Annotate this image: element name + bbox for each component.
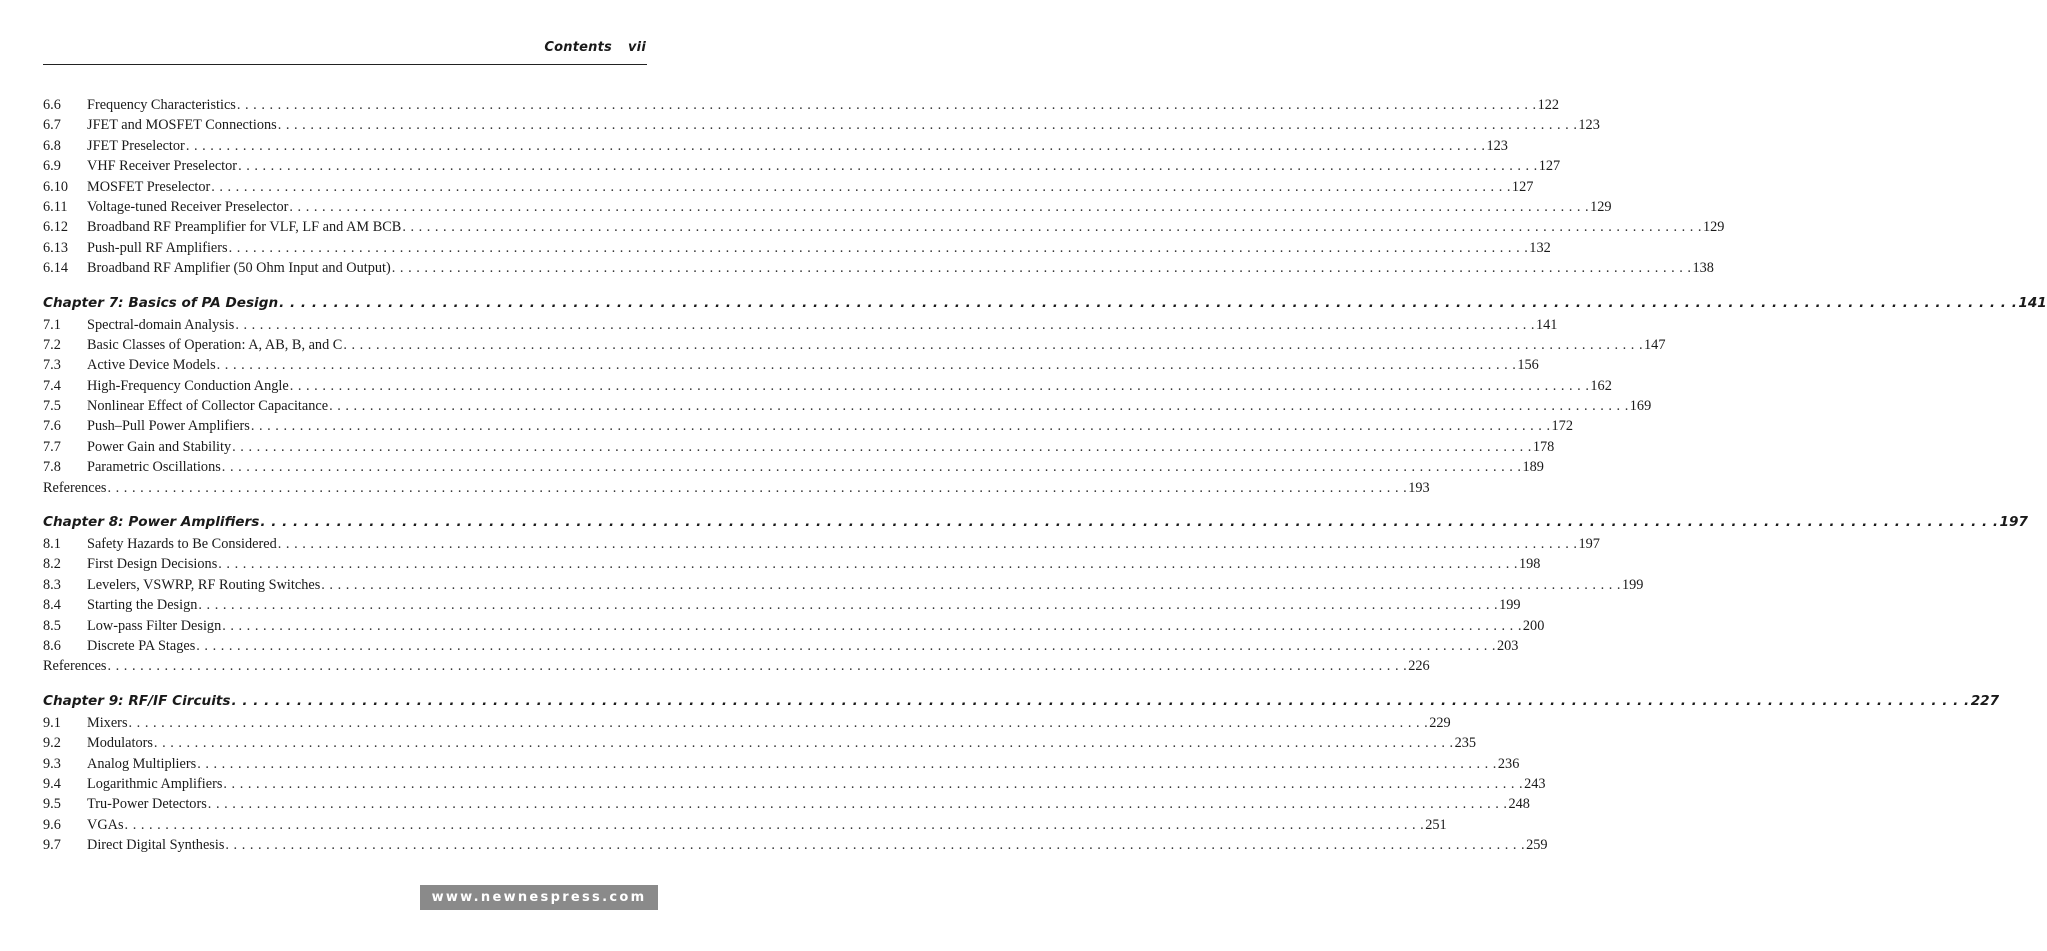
toc-entry [43, 376, 1612, 396]
leader-dots: . . . . . . . . . . . . . . . . . . . . . . . . . . . . . . . . . . . . . . . . . . . . . . . . . . . . . . . . . . . . . . . . . . . . . . . . . . . . . . . . . . . . . . . . . . . . . . . . . . . . . . . . . . . . . . . . . . . . . . . . . . . . . . . . . . . . . . . . . . . . . . . . . . . . . . . . . . . . . . . . [107, 479, 1408, 496]
section-number: 8.2 [43, 556, 61, 573]
leader-dots: . . . . . . . . . . . . . . . . . . . . . . . . . . . . . . . . . . . . . . . . . . . . . . . . . . . . . . . . . . . . . . . . . . . . . . . . . . . . . . . . . . . . . . . . . . . . . . . . . . . . . . . . . . . . . . . . . . . . . . . . . . . . . . . . . . . . . . . . . . . . . . . . . . . . . . . . . . . . . . . . [225, 837, 1526, 854]
toc-entry [43, 457, 1544, 477]
section-number: 6.12 [43, 219, 69, 236]
section-title: Nonlinear Effect of Collector Capacitance [87, 398, 329, 415]
section-title: Modulators [87, 735, 153, 752]
page-number: 200 [1522, 617, 1545, 634]
toc-entry [43, 835, 1548, 855]
section-title: Power Gain and Stability [87, 438, 232, 455]
toc-entry [43, 238, 1551, 258]
page-number: 193 [1408, 479, 1430, 496]
section-number: 9.5 [43, 796, 61, 813]
leader-dots: . . . . . . . . . . . . . . . . . . . . . . . . . . . . . . . . . . . . . . . . . . . . . . . . . . . . . . . . . . . . . . . . . . . . . . . . . . . . . . . . . . . . . . . . . . . . . . . . . . . . . . . . . . . . . . . . . . . . . . . . . . . . . . . . . . . . . . . . . . . . . . . . . . . . . . . . . . . . . . . . [185, 137, 1486, 154]
section-title: Voltage-tuned Receiver Preselector [87, 198, 289, 215]
toc-entry [43, 258, 1714, 278]
leader-dots: . . . . . . . . . . . . . . . . . . . . . . . . . . . . . . . . . . . . . . . . . . . . . . . . . . . . . . . . . . . . . . . . . . . . . . . . . . . . . . . . . . . . . . . . . . . . . . . . . . . . . . . . . . . . . . . . . . . . . . . . . . . . . . . . . . . . . . . . . . . . . . . . . . . . . . . . . . . . . . . . [216, 357, 1517, 374]
leader-dots: . . . . . . . . . . . . . . . . . . . . . . . . . . . . . . . . . . . . . . . . . . . . . . . . . . . . . . . . . . . . . . . . . . . . . . . . . . . . . . . . . . . . . . . . . . . . . . . . . . . . . . . . . . . . . . . . . . . . . . . . . . . . . . . . . . . . . . . . . . . . . . . . . . . . . . . . . . . . . . . . [329, 398, 1629, 415]
section-number: 6.11 [43, 198, 68, 215]
leader-dots: . . . . . . . . . . . . . . . . . . . . . . . . . . . . . . . . . . . . . . . . . . . . . . . . . . . . . . . . . . . . . . . . . . . . . . . . . . . . . . . . . . . . . . . . . . . . . . . . . . . . . . . . . . . . . . . . . . . . . . . . . . . . . . . . . . . . . . . . . . . . . . . . . . . . . . . . . . . . . . . . [124, 816, 1425, 833]
page-number: 203 [1496, 637, 1519, 654]
toc-entry [43, 554, 1541, 574]
running-head [544, 40, 646, 55]
page-number: 199 [1621, 576, 1644, 593]
leader-dots: . . . . . . . . . . . . . . . . . . . . . . . . . . . . . . . . . . . . . . . . . . . . . . . . . . . . . . . . . . . . . . . . . . . . . . . . . . . . . . . . . . . . . . . . . . . . . . . . . . . . . . . . . . . . . . . . . . . . . . . . . . . . . . . . . . . . . . . . . . . . . . . . . . . . . . . . . . . . . . . . [228, 239, 1529, 256]
section-number: 7.8 [43, 459, 61, 476]
page-number: 162 [1590, 377, 1612, 394]
section-number: 6.14 [43, 260, 69, 277]
leader-dots: . . . . . . . . . . . . . . . . . . . . . . . . . . . . . . . . . . . . . . . . . . . . . . . . . . . . . . . . . . . . . . . . . . . . . . . . . . . . . . . . . . . . . . . . . . . . . . . . . . . . . . . . . . . . . . . . . . . . . . . . . . . . . . . . . . . . . . . . . . . . . . . . . . . . . . . . . . . . . . . . [236, 97, 1537, 113]
page-number: 169 [1629, 398, 1652, 415]
page-number: 235 [1454, 735, 1477, 752]
section-number: 8.3 [43, 576, 61, 593]
leader-dots: . . . . . . . . . . . . . . . . . . . . . . . . . . . . . . . . . . . . . . . . . . . . . . . . . . . . . . . . . . . . . . . . . . . . . . . . . . . . . . . . . . . . . . . . . . . . . . . . . . . . . . . . . . . . . . . . . . . . . . . . . . . . . . . . . . . . . . . . . . . . . . . . . . . . . . . . . . . . . . . . [235, 316, 1535, 333]
section-number: 6.10 [43, 178, 69, 195]
page-number: 251 [1425, 816, 1447, 833]
toc-entry [43, 95, 1560, 115]
chapter-title: Chapter 7: Basics of PA Design [43, 294, 279, 311]
page-number: 178 [1532, 438, 1555, 455]
page-number: 243 [1524, 775, 1546, 792]
toc-entry [43, 733, 1477, 753]
leader-dots: . . . . . . . . . . . . . . . . . . . . . . . . . . . . . . . . . . . . . . . . . . . . . . . . . . . . . . . . . . . . . . . . . . . . . . . . . . . . . . . . . . . . . . . . . . . . . . . . . . . . . . . . . . . . . . . . . . . . . . . . . . . . . . . . . . . . . . . . . . . . . . . . . . . . . . . . . . . . . . . . [289, 377, 1590, 394]
leader-dots: . . . . . . . . . . . . . . . . . . . . . . . . . . . . . . . . . . . . . . . . . . . . . . . . . . . . . . . . . . . . . . . . . . . . . . . . . . . . . . . . . . . . . . . . . . . . . . . . . . . . . . . . . . . . . . . . . . . . . . . . . . . . . . . . . . . . . . . . . . . . . . . . . . . . . . . . . . . . . . . . [107, 658, 1408, 675]
page-number: 141 [1536, 316, 1558, 333]
section-title: Push-pull RF Amplifiers [87, 239, 228, 256]
page-number: 226 [1408, 658, 1430, 675]
page-number: 156 [1517, 357, 1539, 374]
page-folio: vii [628, 40, 646, 55]
chapter-heading [43, 510, 2028, 534]
section-number: 9.3 [43, 755, 61, 772]
page-number: 229 [1429, 714, 1451, 731]
leader-dots: . . . . . . . . . . . . . . . . . . . . . . . . . . . . . . . . . . . . . . . . . . . . . . . . . . . . . . . . . . . . . . . . . . . . . . . . . . . . . . . . . . . . . . . . . . . . . . . . . . . . . . . . . . . . . . . . . . . . . . . . . . . . . . . . . . . . . . . . . . . . . . . . . . . . . . . . . . . . . . . . [128, 714, 1429, 731]
section-number: 9.1 [43, 714, 61, 731]
toc-entry [43, 416, 1573, 436]
section-title: Push–Pull Power Amplifiers [87, 418, 250, 435]
page-number: 127 [1538, 158, 1561, 175]
section-title: Low-pass Filter Design [87, 617, 222, 634]
toc-entry [43, 136, 1508, 156]
leader-dots: . . . . . . . . . . . . . . . . . . . . . . . . . . . . . . . . . . . . . . . . . . . . . . . . . . . . . . . . . . . . . . . . . . . . . . . . . . . . . . . . . . . . . . . . . . . . . . . . . . . . . . . . . . . . . . . . . . . . . . . . . . . . . . . . . . . . . . . . . . . . . . . . . . . . . . . . . . . . . . . . [391, 260, 1692, 277]
section-title: Contents [544, 40, 612, 55]
section-number: 7.2 [43, 336, 61, 353]
page-number: 129 [1703, 219, 1725, 236]
section-number: 9.6 [43, 816, 61, 833]
section-title: Logarithmic Amplifiers [87, 775, 223, 792]
leader-dots: . . . . . . . . . . . . . . . . . . . . . . . . . . . . . . . . . . . . . . . . . . . . . . . . . . . . . . . . . . . . . . . . . . . . . . . . . . . . . . . . . . . . . . . . . . . . . . . . . . . . . . . . . . . . . . . . . . . . . . . . . . . . . . . . . . . . . . . . . . . . . . . . . . . . . . . . . . . . . . . . [232, 438, 1532, 455]
leader-dots: . . . . . . . . . . . . . . . . . . . . . . . . . . . . . . . . . . . . . . . . . . . . . . . . . . . . . . . . . . . . . . . . . . . . . . . . . . . . . . . . . . . . . . . . . . . . . . . . . . . . . . . . . . . . . . . . . . . . . . . . . . . . . . . . . . . . . . . . . . . . . . . . . . . . . . . . . . . . . . . . [277, 117, 1578, 134]
leader-dots: . . . . . . . . . . . . . . . . . . . . . . . . . . . . . . . . . . . . . . . . . . . . . . . . . . . . . . . . . . . . . . . . . . . . . . . . . . . . . . . . . . . . . . . . . . . . . . . . . . . . . . . . . . . . . . . . . . . . . . . . . . . . . . . . . . . . . . . . . . . . . . . . . . . . . . . . . . . . . . . . [277, 536, 1578, 553]
section-number: 6.9 [43, 158, 61, 175]
page-number: 189 [1522, 459, 1544, 476]
page-number: 122 [1537, 97, 1560, 113]
page-number: 132 [1529, 239, 1551, 256]
page-number: 129 [1590, 198, 1612, 215]
toc-entry [43, 396, 1652, 416]
leader-dots: . . . . . . . . . . . . . . . . . . . . . . . . . . . . . . . . . . . . . . . . . . . . . . . . . . . . . . . . . . . . . . . . . . . . . . . . . . . . . . . . . . . . . . . . . . . . . . . . . . . . . . . . . . . . . . . . . . . . . . . . . . . . . . . . . . . . . . . . . . . . . . . . . . . . . . . . . . . . . . . . [343, 336, 1644, 353]
toc-entry [43, 713, 1451, 733]
page-number: 123 [1486, 137, 1508, 154]
toc-entry [43, 616, 1545, 636]
section-title: Basic Classes of Operation: A, AB, B, and C [87, 336, 343, 353]
section-number: 7.3 [43, 357, 61, 374]
leader-dots: . . . . . . . . . . . . . . . . . . . . . . . . . . . . . . . . . . . . . . . . . . . . . . . . . . . . . . . . . . . . . . . . . . . . . . . . . . . . . . . . . . . . . . . . . . . . . . . . . . . . . . . . . . . . . . . . . . . . . . . . . . . . . . . . . . . . . . . . . . . . . . . . . . . . . . . . . . . . . . . . [223, 775, 1524, 792]
section-title: Frequency Characteristics [87, 97, 236, 113]
section-number: 7.4 [43, 377, 61, 394]
section-title: Direct Digital Synthesis [87, 837, 225, 854]
references-entry [43, 656, 1430, 676]
chapter-page: 197 [1999, 514, 2028, 531]
leader-dots: . . . . . . . . . . . . . . . . . . . . . . . . . . . . . . . . . . . . . . . . . . . . . . . . . . . . . . . . . . . . . . . . . . . . . . . . . . . . . . . . . . . . . . . . . . . . . . . . . . . . . . . . . . . . . . . . . . . . . . . . . . . . . . . . . . . . . . . . . . . . . . . . . . . . . . . . . . . . . . . . [222, 617, 1522, 634]
section-title: Levelers, VSWRP, RF Routing Switches [87, 576, 321, 593]
page-number: 172 [1551, 418, 1573, 435]
references-entry [43, 478, 1430, 498]
leader-dots: . . . . . . . . . . . . . . . . . . . . . . . . . . . . . . . . . . . . . . . . . . . . . . . . . . . . . . . . . . . . . . . . . . . . . . . . . . . . . . . . . . . . . . . . . . . . . . . . . . . . . . . . . . . . . . . . . . . . . . . . . . . . . . . . . . . . . . . . . . . . . . . . . . . . . . . . . . . . . . . . [153, 735, 1454, 752]
page-number: 123 [1578, 117, 1600, 134]
section-title: Broadband RF Amplifier (50 Ohm Input and Output) [87, 260, 391, 277]
section-title: Active Device Models [87, 357, 216, 374]
toc-entry [43, 217, 1725, 237]
toc-entry [43, 794, 1530, 814]
section-number: 7.1 [43, 316, 61, 333]
section-number: 8.4 [43, 597, 61, 614]
chapter-heading [43, 689, 2000, 713]
table-of-contents [43, 95, 2047, 856]
chapter-title: Chapter 8: Power Amplifiers [43, 514, 260, 531]
toc-entry [43, 156, 1561, 176]
section-title: References [43, 658, 107, 675]
publisher-url: www.newnespress.com [431, 890, 647, 905]
toc-entry [43, 534, 1600, 554]
section-title: JFET and MOSFET Connections [87, 117, 277, 134]
toc-entry [43, 355, 1539, 375]
leader-dots: . . . . . . . . . . . . . . . . . . . . . . . . . . . . . . . . . . . . . . . . . . . . . . . . . . . . . . . . . . . . . . . . . . . . . . . . . . . . . . . . . . . . . . . . . . . . . . . . . . . . . . . . . . . . . . . . . . . . . . . . . . . . . . . . . . . . . . . . . . . . . . . . . . . . . . . . . . . . . . . . [402, 219, 1702, 236]
leader-dots: . . . . . . . . . . . . . . . . . . . . . . . . . . . . . . . . . . . . . . . . . . . . . . . . . . . . . . . . . . . . . . . . . . . . . . . . . . . . . . . . . . . . . . . . . . . . . . . . . . . . . . . . . . . . . . . . . . . . . . . . . . . . . . . . . . . . . . . . . . . . . . . . . . . . . . . . . . . . . . . . [218, 556, 1518, 573]
section-number: 7.7 [43, 438, 61, 455]
toc-entry [43, 177, 1534, 197]
section-title: MOSFET Preselector [87, 178, 211, 195]
section-title: Starting the Design [87, 597, 198, 614]
toc-entry [43, 636, 1519, 656]
toc-entry [43, 815, 1447, 835]
leader-dots: . . . . . . . . . . . . . . . . . . . . . . . . . . . . . . . . . . . . . . . . . . . . . . . . . . . . . . . . . . . . . . . . . . . . . . . . . . . . . . . . . . . . . . . . . . . . . . . . . . . . . . . . . . . . . . . . . . . . . . . . . . . . . . . . . . . . . . . . . . . . . . . . . . . . . . . . . . . . . . . . [221, 459, 1522, 476]
page-number: 197 [1578, 536, 1600, 553]
page-number: 259 [1526, 837, 1548, 854]
section-title: JFET Preselector [87, 137, 185, 154]
page-number: 138 [1692, 260, 1714, 277]
section-title: Tru-Power Detectors [87, 796, 207, 813]
section-number: 6.8 [43, 137, 61, 154]
section-title: High-Frequency Conduction Angle [87, 377, 289, 394]
section-number: 8.6 [43, 637, 61, 654]
toc-entry [43, 575, 1644, 595]
section-title: Discrete PA Stages [87, 637, 196, 654]
leader-dots: . . . . . . . . . . . . . . . . . . . . . . . . . . . . . . . . . . . . . . . . . . . . . . . . . . . . . . . . . . . . . . . . . . . . . . . . . . . . . . . . . . . . . . . . . . . . . . . . . . . . . . . . . . . . . . . . . . . . . . . . . . . . . . . . . . . . . . . . . . . . . . . . . . . . . . . . . . . . . . . . [197, 755, 1497, 772]
section-title: Broadband RF Preamplifier for VLF, LF and AM BCB [87, 219, 402, 236]
toc-entry [43, 197, 1612, 217]
leader-dots: . . . . . . . . . . . . . . . . . . . . . . . . . . . . . . . . . . . . . . . . . . . . . . . . . . . . . . . . . . . . . . . . . . . . . . . . . . . . . . . . . . . . . . . . . . . . . . . . . . . . . . . . . . . . . . . . . . . . . . . . . . . . . . . . . . . . . . . . . . . . . . . . . . . . . . . . . . . . . . . . [196, 637, 1496, 654]
chapter-page: 227 [1970, 692, 2000, 709]
toc-entry [43, 437, 1555, 457]
section-number: 8.1 [43, 536, 61, 553]
section-number: 7.6 [43, 418, 61, 435]
section-title: VGAs [87, 816, 124, 833]
section-number: 9.7 [43, 837, 61, 854]
section-title: References [43, 479, 107, 496]
toc-entry [43, 335, 1666, 355]
page-number: 127 [1511, 178, 1534, 195]
leader-dots: . . . . . . . . . . . . . . . . . . . . . . . . . . . . . . . . . . . . . . . . . . . . . . . . . . . . . . . . . . . . . . . . . . . . . . . . . . . . . . . . . . . . . . . . . . . . . . . . . . . . . . . . . . . . . . . . . . . . . . . . . . . . . . . . . . . . . . . . . . . . . . . . . . . . . . . . . . . . . . . . [260, 514, 1999, 531]
publisher-footer [420, 885, 658, 910]
page-number: 236 [1497, 755, 1520, 772]
chapter-title: Chapter 9: RF/IF Circuits [43, 692, 231, 709]
section-title: Safety Hazards to Be Considered [87, 536, 277, 553]
leader-dots: . . . . . . . . . . . . . . . . . . . . . . . . . . . . . . . . . . . . . . . . . . . . . . . . . . . . . . . . . . . . . . . . . . . . . . . . . . . . . . . . . . . . . . . . . . . . . . . . . . . . . . . . . . . . . . . . . . . . . . . . . . . . . . . . . . . . . . . . . . . . . . . . . . . . . . . . . . . . . . . . [231, 692, 1970, 709]
page-number: 248 [1508, 796, 1530, 813]
section-title: First Design Decisions [87, 556, 218, 573]
toc-entry [43, 754, 1520, 774]
toc-entry [43, 774, 1546, 794]
page-number: 198 [1518, 556, 1541, 573]
leader-dots: . . . . . . . . . . . . . . . . . . . . . . . . . . . . . . . . . . . . . . . . . . . . . . . . . . . . . . . . . . . . . . . . . . . . . . . . . . . . . . . . . . . . . . . . . . . . . . . . . . . . . . . . . . . . . . . . . . . . . . . . . . . . . . . . . . . . . . . . . . . . . . . . . . . . . . . . . . . . . . . . [211, 178, 1511, 195]
section-number: 6.13 [43, 239, 69, 256]
leader-dots: . . . . . . . . . . . . . . . . . . . . . . . . . . . . . . . . . . . . . . . . . . . . . . . . . . . . . . . . . . . . . . . . . . . . . . . . . . . . . . . . . . . . . . . . . . . . . . . . . . . . . . . . . . . . . . . . . . . . . . . . . . . . . . . . . . . . . . . . . . . . . . . . . . . . . . . . . . . . . . . . [321, 576, 1621, 593]
header-rule [43, 64, 647, 65]
page-number: 147 [1644, 336, 1666, 353]
leader-dots: . . . . . . . . . . . . . . . . . . . . . . . . . . . . . . . . . . . . . . . . . . . . . . . . . . . . . . . . . . . . . . . . . . . . . . . . . . . . . . . . . . . . . . . . . . . . . . . . . . . . . . . . . . . . . . . . . . . . . . . . . . . . . . . . . . . . . . . . . . . . . . . . . . . . . . . . . . . . . . . . [238, 158, 1538, 175]
section-title: Analog Multipliers [87, 755, 197, 772]
section-number: 7.5 [43, 398, 61, 415]
section-number: 9.4 [43, 775, 61, 792]
toc-entry [43, 115, 1600, 135]
chapter-page: 141 [2018, 294, 2047, 311]
leader-dots: . . . . . . . . . . . . . . . . . . . . . . . . . . . . . . . . . . . . . . . . . . . . . . . . . . . . . . . . . . . . . . . . . . . . . . . . . . . . . . . . . . . . . . . . . . . . . . . . . . . . . . . . . . . . . . . . . . . . . . . . . . . . . . . . . . . . . . . . . . . . . . . . . . . . . . . . . . . . . . . . [207, 796, 1508, 813]
chapter-heading [43, 291, 2047, 315]
leader-dots: . . . . . . . . . . . . . . . . . . . . . . . . . . . . . . . . . . . . . . . . . . . . . . . . . . . . . . . . . . . . . . . . . . . . . . . . . . . . . . . . . . . . . . . . . . . . . . . . . . . . . . . . . . . . . . . . . . . . . . . . . . . . . . . . . . . . . . . . . . . . . . . . . . . . . . . . . . . . . . . . [250, 418, 1551, 435]
leader-dots: . . . . . . . . . . . . . . . . . . . . . . . . . . . . . . . . . . . . . . . . . . . . . . . . . . . . . . . . . . . . . . . . . . . . . . . . . . . . . . . . . . . . . . . . . . . . . . . . . . . . . . . . . . . . . . . . . . . . . . . . . . . . . . . . . . . . . . . . . . . . . . . . . . . . . . . . . . . . . . . . [279, 294, 2018, 311]
section-title: Mixers [87, 714, 128, 731]
toc-entry [43, 315, 1558, 335]
section-number: 8.5 [43, 617, 61, 634]
section-title: Spectral-domain Analysis [87, 316, 235, 333]
leader-dots: . . . . . . . . . . . . . . . . . . . . . . . . . . . . . . . . . . . . . . . . . . . . . . . . . . . . . . . . . . . . . . . . . . . . . . . . . . . . . . . . . . . . . . . . . . . . . . . . . . . . . . . . . . . . . . . . . . . . . . . . . . . . . . . . . . . . . . . . . . . . . . . . . . . . . . . . . . . . . . . . [198, 597, 1499, 614]
toc-entry [43, 595, 1521, 615]
leader-dots: . . . . . . . . . . . . . . . . . . . . . . . . . . . . . . . . . . . . . . . . . . . . . . . . . . . . . . . . . . . . . . . . . . . . . . . . . . . . . . . . . . . . . . . . . . . . . . . . . . . . . . . . . . . . . . . . . . . . . . . . . . . . . . . . . . . . . . . . . . . . . . . . . . . . . . . . . . . . . . . . [289, 198, 1590, 215]
section-title: VHF Receiver Preselector [87, 158, 238, 175]
page-number: 199 [1499, 597, 1521, 614]
section-number: 9.2 [43, 735, 61, 752]
section-number: 6.6 [43, 97, 61, 113]
section-number: 6.7 [43, 117, 61, 134]
section-title: Parametric Oscillations [87, 459, 221, 476]
